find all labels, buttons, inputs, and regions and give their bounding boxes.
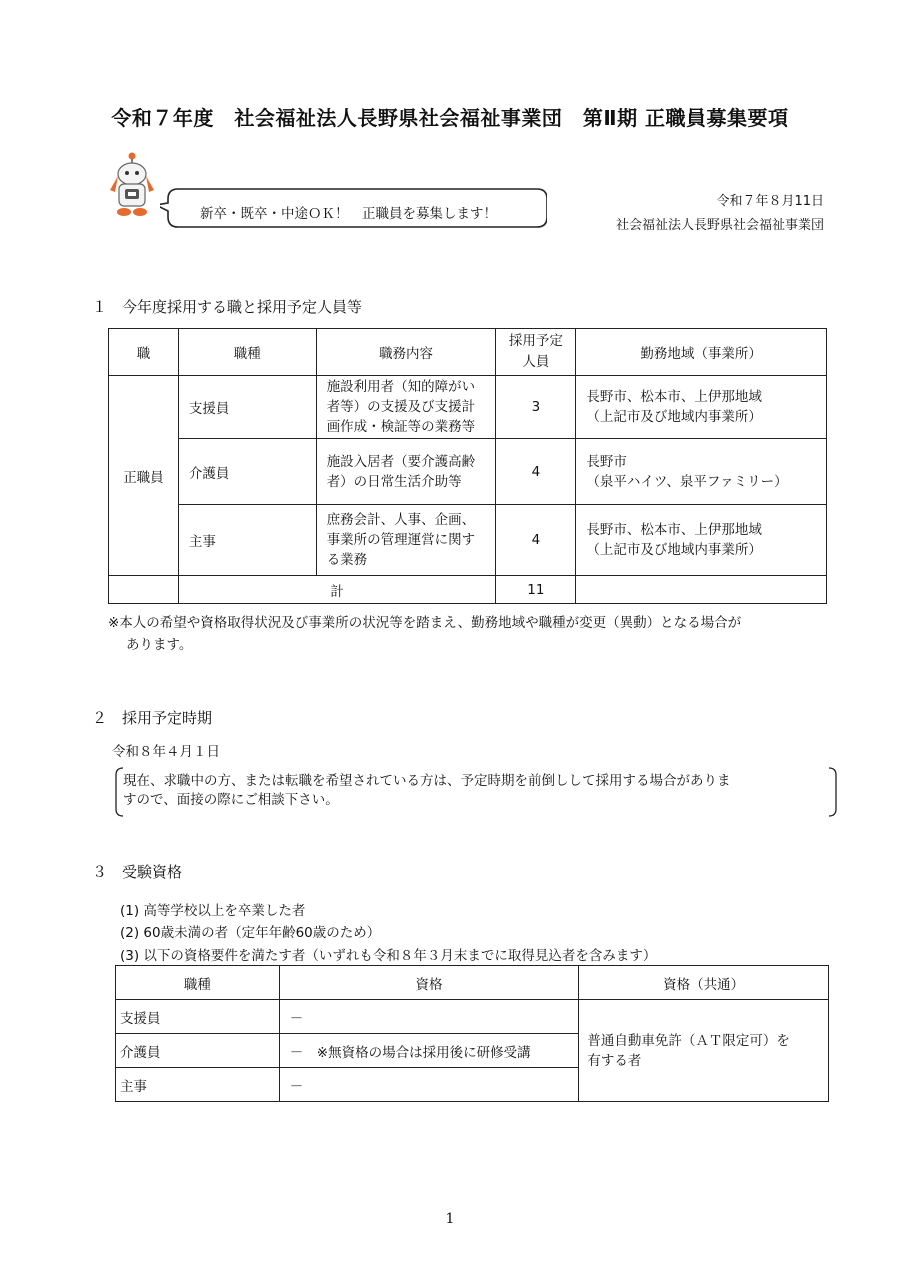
area-line: 長野市、松本市、上伊那地域 [586, 522, 762, 538]
duty-line: 画作成・検証等の業務等 [326, 419, 476, 435]
job-type: 介護員 [178, 439, 316, 505]
recruitment-table [108, 328, 827, 604]
job-type: 支援員 [178, 376, 316, 439]
robot-mascot-icon [106, 150, 158, 220]
note-line: すので、面接の際にご相談下さい。 [123, 792, 339, 808]
table-row [109, 439, 827, 505]
total-label: 計 [178, 576, 496, 604]
condition-item: (2) 60歳未満の者（定年年齢60歳のため） [120, 925, 381, 941]
duty-line: 施設入居者（要介護高齢 [326, 453, 476, 470]
duty-line: 事業所の管理運営に関す [326, 532, 476, 548]
duty-line: る業務 [326, 552, 368, 568]
total-empty-cell [109, 576, 179, 604]
job-category: 正職員 [109, 376, 179, 576]
header-duties: 職務内容 [316, 329, 496, 376]
header-type: 職種 [178, 329, 316, 376]
condition-item: (3) 以下の資格要件を満たす者（いずれも令和８年３月末までに取得見込者を含みます） [120, 948, 657, 964]
header-area: 勤務地域（事業所） [576, 329, 827, 376]
start-date: 令和８年４月１日 [112, 744, 220, 760]
common-line: 普通自動車免許（ＡＴ限定可）を [587, 1032, 790, 1049]
qual-value: － [279, 1068, 579, 1102]
duty-line: 者等）の支援及び支援計 [326, 399, 476, 415]
duty-line: 施設利用者（知的障がい [326, 379, 476, 395]
job-count: 4 [496, 505, 576, 576]
area-line: （上記市及び地域内事業所） [586, 542, 762, 558]
job-type: 主事 [178, 505, 316, 576]
qual-value: － ※無資格の場合は採用後に研修受講 [279, 1034, 579, 1068]
page-number: 1 [445, 1211, 455, 1227]
job-count: 4 [496, 439, 576, 505]
duty-line: 庶務会計、人事、企画、 [326, 512, 476, 528]
header-common: 資格（共通） [579, 966, 829, 1000]
qual-type: 主事 [116, 1068, 280, 1102]
area-line: （泉平ハイツ、泉平ファミリー） [586, 473, 788, 490]
area-line: （上記市及び地域内事業所） [586, 409, 762, 425]
common-line: 有する者 [587, 1052, 642, 1069]
qualification-table [115, 965, 829, 1102]
qual-type: 支援員 [116, 1000, 280, 1034]
total-empty-cell [576, 576, 827, 604]
header-job: 職 [109, 329, 179, 376]
issue-date: 令和７年８月11日 [716, 194, 824, 209]
section-3-heading: ３ 受験資格 [92, 863, 183, 881]
note-line: あります。 [126, 637, 193, 653]
job-count: 3 [496, 376, 576, 439]
job-area [576, 439, 827, 505]
job-duties [316, 505, 496, 576]
note-line: 現在、求職中の方、または転職を希望されている方は、予定時期を前倒しして採用する場合がありま [123, 773, 731, 789]
table-row [116, 1000, 829, 1034]
job-area [576, 505, 827, 576]
qual-value: － [279, 1000, 579, 1034]
common-qual [579, 1000, 829, 1102]
total-row [109, 576, 827, 604]
area-line: 長野市 [586, 453, 627, 470]
table-row [109, 505, 827, 576]
header-count: 採用予定 人員 [496, 329, 576, 376]
job-duties [316, 439, 496, 505]
section-2-heading: ２ 採用予定時期 [92, 709, 213, 727]
section-1-note [108, 612, 838, 656]
table-header-row [116, 966, 829, 1000]
condition-item: (1) 高等学校以上を卒業した者 [120, 903, 306, 919]
early-hire-note [123, 772, 828, 810]
bubble-text: 新卒・既卒・中途ＯＫ！ 正職員を募集します！ [200, 206, 497, 222]
table-header-row [109, 329, 827, 376]
table-row [109, 376, 827, 439]
qual-type: 介護員 [116, 1034, 280, 1068]
area-line: 長野市、松本市、上伊那地域 [586, 389, 762, 405]
duty-line: 者）の日常生活介助等 [326, 473, 462, 490]
header-qual: 資格 [279, 966, 579, 1000]
note-line: ※本人の希望や資格取得状況及び事業所の状況等を踏まえ、勤務地域や職種が変更（異動）となる場合が [108, 615, 742, 631]
section-1-heading: １ 今年度採用する職と採用予定人員等 [92, 298, 363, 316]
header-type: 職種 [116, 966, 280, 1000]
page-title: 令和７年度 社会福祉法人長野県社会福祉事業団 第Ⅱ期 正職員募集要項 [111, 106, 789, 130]
job-area [576, 376, 827, 439]
total-count: 11 [496, 576, 576, 604]
job-duties [316, 376, 496, 439]
issuer-name: 社会福祉法人長野県社会福祉事業団 [615, 218, 824, 233]
